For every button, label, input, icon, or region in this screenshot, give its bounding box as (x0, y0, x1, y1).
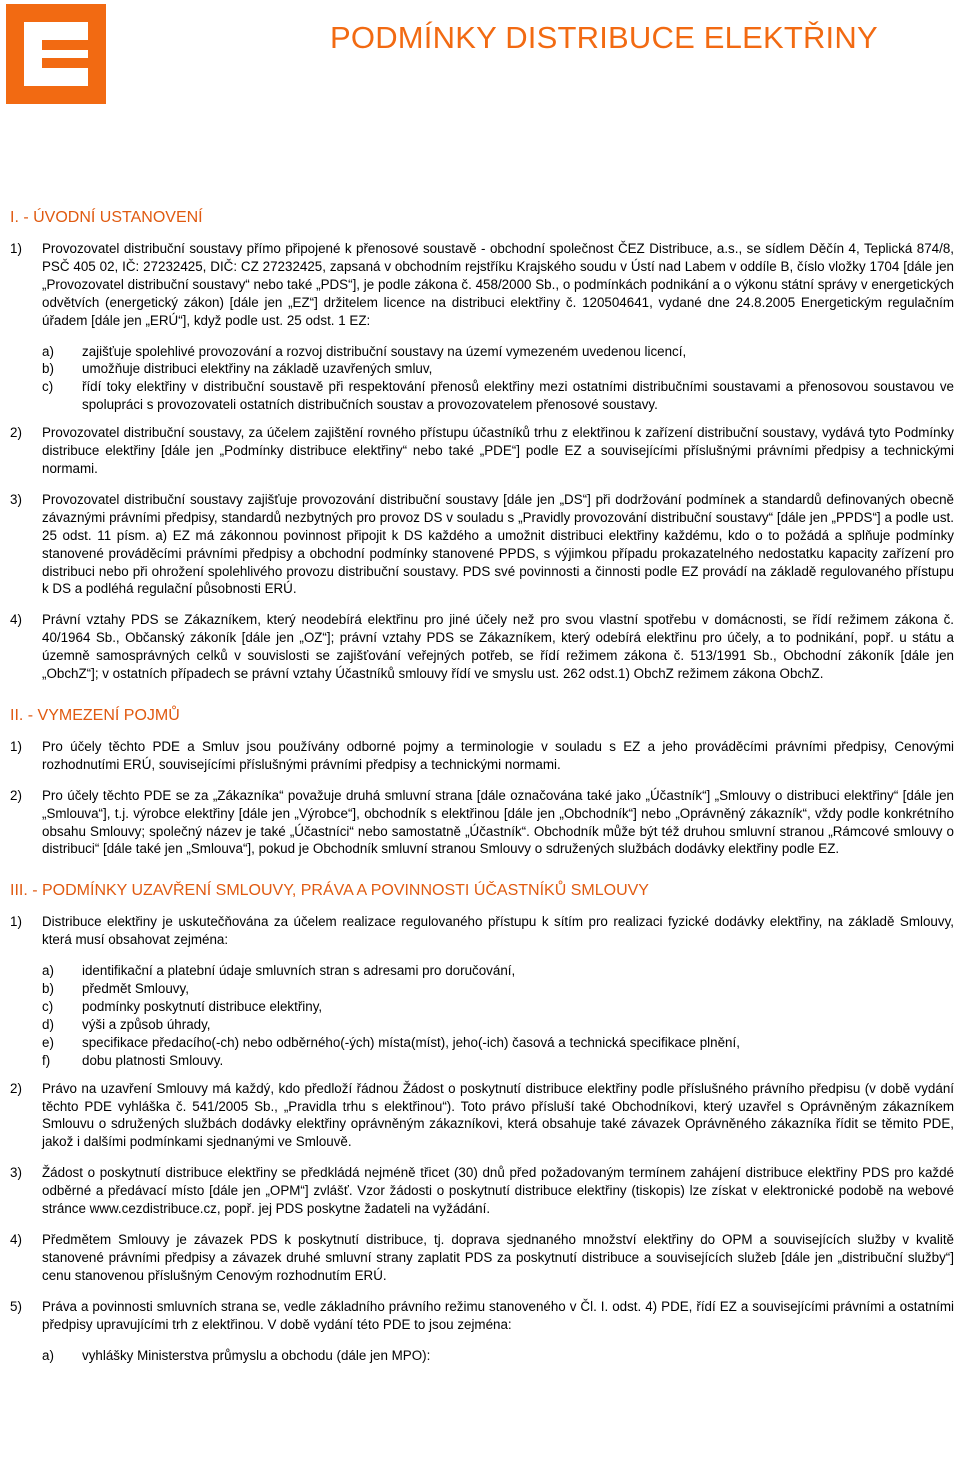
clause (10, 424, 954, 478)
clause-number: 1) (10, 241, 22, 256)
section-heading: II. - VYMEZENÍ POJMŮ (10, 706, 180, 724)
clause (10, 491, 954, 598)
item-letter: c) (42, 999, 54, 1014)
clause-text: Provozovatel distribuční soustavy, za účelem zajištění rovného přístupu účastníků trhu z elektřinou k zařízení distribuční soustavy, vydává tyto Podmínky distribuce elektřiny [dále jen „Podmínky distribuce elektřiny“ nebo také „PDE“] podle EZ a souvisejícími příslušnými právními předpisy a technickými normami. (42, 425, 954, 476)
item-text: dobu platnosti Smlouvy. (82, 1052, 224, 1068)
item-letter: e) (42, 1034, 54, 1050)
clause (10, 611, 954, 683)
section-heading: III. - PODMÍNKY UZAVŘENÍ SMLOUVY, PRÁVA A POVINNOSTI ÚČASTNÍKŮ SMLOUVY (10, 882, 649, 900)
section-heading: I. - ÚVODNÍ USTANOVENÍ (10, 209, 203, 226)
item-text: identifikační a platební údaje smluvních stran s adresami pro doručování, (82, 963, 516, 979)
cez-logo (6, 4, 106, 104)
item-text: předmět Smlouvy, (82, 981, 189, 997)
document-body (10, 208, 954, 1364)
clause-text: Práva a povinnosti smluvních strana se, vedle základního právního režimu stanoveného v Čl. I. odst. 4) PDE, řídí EZ a souvisejícími právními a ostatními předpisy upravujícími trh z elektřinou. V době vydání této PDE to jsou zejména: (42, 1298, 954, 1332)
clause (10, 1080, 954, 1152)
clause-number: 2) (10, 425, 22, 441)
clause-text: Distribuce elektřiny je uskutečňována za účelem realizace regulovaného přístupu k sítím pro realizaci fyzické dodávky elektřiny, na základě Smlouvy, která musí obsahovat zejména: (42, 914, 954, 948)
clause-number: 1) (10, 738, 22, 754)
clause-text: Právní vztahy PDS se Zákazníkem, který neodebírá elektřinu pro jiné účely než pro svou vlastní spotřebu v domácnosti, se řídí režimem zákona č. 40/1964 Sb., Občanský zákoník [dále jen „OZ“]; právní vztahy PDS se Zákazníkem, který odebírá elektřinu pro účely, a to podnikání, popř. u státu a územně samosprávných celků v souvislosti se zajišťování veřejných potřeb, se řídí režimem zákona č. 513/1991 Sb., Obchodní zákoník [dále jen „ObchZ“]; v ostatních případech se právní vztahy Účastníků smlouvy řídí ve smyslu ust. 262 odst.1) ObchZ režimem zákona ObchZ. (42, 612, 954, 682)
clause-item (10, 1347, 954, 1365)
clause-number: 5) (10, 1298, 22, 1314)
item-letter: b) (42, 361, 54, 377)
clause-item (10, 1052, 954, 1070)
clause-item (10, 1034, 954, 1052)
item-text: vyhlášky Ministerstva průmyslu a obchodu (dále jen MPO): (82, 1347, 431, 1363)
clause-number: 4) (10, 1231, 22, 1247)
clause-text: Provozovatel distribuční soustavy zajišťuje provozování distribuční soustavy [dále jen „DS“] při dodržování podmínek a standardů definovaných obecně závaznými právními předpisy, standardů nezbytných pro provoz DS v souladu s „Pravidly provozování distribuční soustavy“ [dále jen „PPDS“] a podle ust. 25 odst. 11 písm. a) EZ má zákonnou povinnost připojit k DS každého a umožnit distribuci elektřiny každému, kdo o to požádá a splňuje podmínky stanovené prováděcími právními předpisy a obchodní podmínky stanovené PPDS, s výjimkou případu prokazatelného nedostatku kapacity zařízení pro distribuci nebo při ohrožení spolehlivého provozu distribuční soustavy. PDS své povinnosti a činnosti podle EZ provádí na základě regulovaného přístupu k DS a podléhá regulační působnosti ERÚ. (42, 491, 954, 597)
clause-number: 3) (10, 1165, 22, 1181)
clause-number: 2) (10, 787, 22, 803)
clause-text: Provozovatel distribuční soustavy přímo připojené k přenosové soustavě - obchodní společnost ČEZ Distribuce, a.s., se sídlem Děčín 4, Teplická 874/8, PSČ 405 02, IČ: 27232425, DIČ: CZ 27232425, zapsaná v obchodním rejstříku Krajského soudu v Ústí nad Labem v oddíle B, číslo vložky 1704 [dále jen „Provozovatel distribuční soustavy“ nebo také „PDS“], je podle zákona č. 458/2000 Sb., o podmínkách podnikání a o výkonu státní správy v energetických odvětvích (energetický zákon) [dále jen „EZ“] držitelem licence na distribuci elektřiny č. 120504641, vydané dne 24.8.2005 Energetickým regulačním úřadem [dále jen „ERÚ“], když podle ust. 25 odst. 1 EZ: (42, 241, 954, 328)
clause-item (10, 343, 954, 361)
clause-number: 3) (10, 491, 22, 507)
clause (10, 1164, 954, 1218)
clause (10, 1298, 954, 1334)
clause-item (10, 1016, 954, 1034)
clause-number: 4) (10, 612, 22, 628)
item-letter: d) (42, 1016, 54, 1032)
clause (10, 738, 954, 774)
item-letter: f) (42, 1052, 51, 1068)
clause (10, 240, 954, 330)
document-title: PODMÍNKY DISTRIBUCE ELEKTŘINY (330, 20, 878, 55)
clause-item (10, 360, 954, 378)
item-letter: a) (42, 1347, 54, 1363)
item-text: řídí toky elektřiny v distribuční soustavě při respektování přenosů elektřiny mezi ostatními distribučními soustavami a přenosovou soustavou ve spolupráci s provozovateli ostatních distribučních soustav a provozovatelem přenosové soustavy. (82, 379, 954, 413)
item-letter: a) (42, 343, 54, 359)
clause-item (10, 980, 954, 998)
clause (10, 787, 954, 859)
clause-item (10, 378, 954, 414)
item-letter: b) (42, 981, 54, 997)
clause-text: Pro účely těchto PDE a Smluv jsou používány odborné pojmy a terminologie v souladu s EZ a jeho prováděcími právními předpisy, Cenovými rozhodnutími ERÚ, souvisejícími příslušnými právními předpisy a technickými normami. (42, 738, 954, 772)
item-letter: c) (42, 379, 54, 395)
clause-number: 1) (10, 914, 22, 930)
clause-text: Právo na uzavření Smlouvy má každý, kdo předloží řádnou Žádost o poskytnutí distribuce elektřiny podle příslušného právního předpisu (v době vydání těchto PDE vyhláška č. 541/2005 Sb., „Pravidla trhu s elektřinou“). Toto právo přísluší také Obchodníkovi, který uzavřel s Oprávněným zákazníkem Smlouvu o sdružených službách dodávky elektřiny oprávněným zákazníkovi, která obsahuje také závazek Oprávněného zákazníka řídit se těmito PDE, jakož i dalšími podmínkami sjednanými ve Smlouvě. (42, 1080, 954, 1150)
item-text: zajišťuje spolehlivé provozování a rozvoj distribuční soustavy na území vymezeném uvedenou licencí, (82, 343, 687, 359)
clause-text: Žádost o poskytnutí distribuce elektřiny se předkládá nejméně třicet (30) dnů před požadovaným termínem zahájení distribuce elektřiny PDS pro každé odběrné a předávací místo [dále jen „OPM“] zvlášť. Vzor žádosti o poskytnutí distribuce elektřiny (tiskopis) lze získat v elektronické podobě na webové stránce www.cezdistribuce.cz, popř. jej PDS poskytne žadateli na vyžádání. (42, 1165, 954, 1217)
clause-text: Předmětem Smlouvy je závazek PDS k poskytnutí distribuce, tj. doprava sjednaného množství elektřiny do OPM a souvisejících služby v kvalitě stanovené právními předpisy a závazek druhé smluvní strany zaplatit PDS za poskytnutí distribuce a souvisejících služeb [dále jen „distribuční služby“] cenu stanovenou příslušným Cenovým rozhodnutím ERÚ. (42, 1231, 954, 1283)
item-text: umožňuje distribuci elektřiny na základě uzavřených smluv, (82, 361, 433, 377)
item-text: výši a způsob úhrady, (82, 1016, 211, 1032)
clause (10, 913, 954, 949)
item-letter: a) (42, 963, 54, 979)
item-text: podmínky poskytnutí distribuce elektřiny, (82, 999, 323, 1014)
clause-number: 2) (10, 1080, 22, 1096)
item-text: specifikace předacího(-ch) nebo odběrného(-ých) místa(míst), jeho(-ich) časová a technická specifikace plnění, (82, 1034, 740, 1050)
clause-text: Pro účely těchto PDE se za „Zákazníka“ považuje druhá smluvní strana [dále označována také jako „Účastník“] „Smlouvy o distribuci elektřiny“ [dále jen „Smlouva“], t.j. výrobce elektřiny [dále jen „Výrobce“], obchodník s elektřinou [dále jen „Obchodník“] nebo „Oprávněný zákazník“, vždy podle konkrétního obsahu Smlouvy; společný název je také „Účastníci“ nebo samostatně „Účastník“. Obchodník může být též druhou smluvní stranou „Rámcové smlouvy o distribuci“ [dále také jen „Smlouva“], pokud je Obchodník smluvní stranou Smlouvy o sdružených službách dodávky elektřiny podle EZ. (42, 787, 954, 857)
clause-item (10, 962, 954, 980)
clause (10, 1231, 954, 1285)
clause-item (10, 998, 954, 1016)
